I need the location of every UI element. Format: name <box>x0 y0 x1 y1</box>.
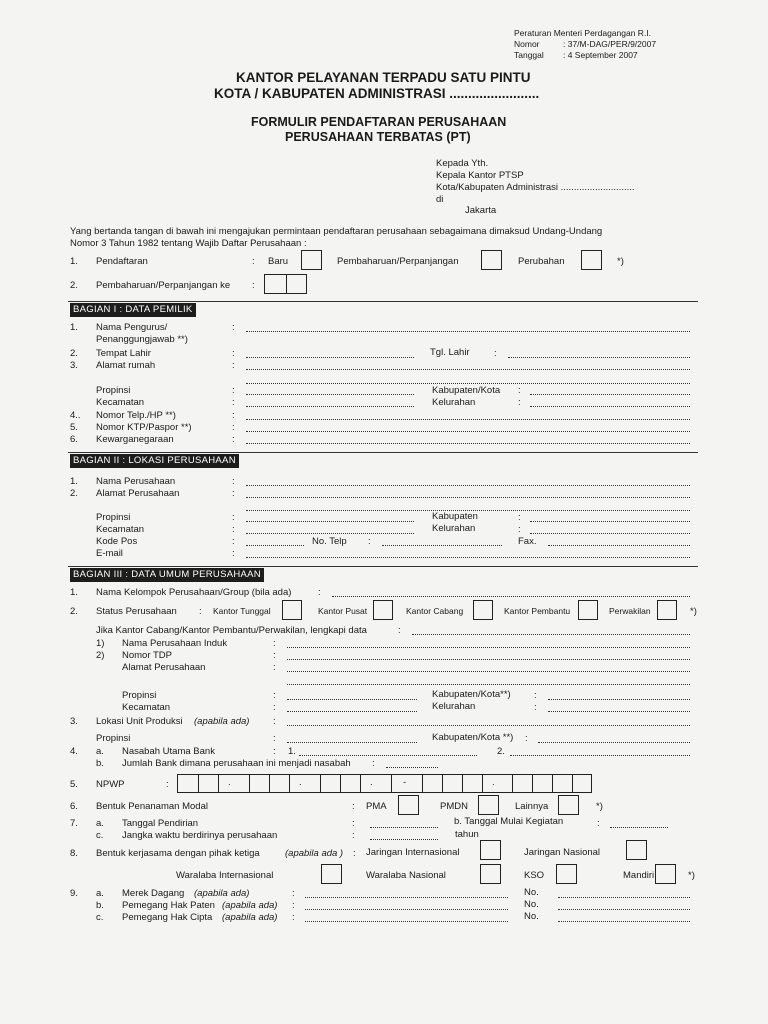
b3-paten-apabila: (apabila ada) <box>222 900 278 911</box>
b3-kantor-pusat-label: Kantor Pusat <box>318 606 368 616</box>
b3-alamat-perusahaan-field-1[interactable] <box>287 671 690 672</box>
b1-warga-label: Kewarganegaraan <box>96 434 174 445</box>
b3-alamat-perusahaan-label: Alamat Perusahaan <box>122 662 206 673</box>
bagian1-rule <box>68 301 698 302</box>
b3-mandiri-label: Mandiri <box>623 870 655 881</box>
addressee-l5: Jakarta <box>465 205 497 216</box>
b3-num-4: 4. <box>70 746 78 757</box>
addressee-l3: Kota/Kabupaten Administrasi ............................ <box>436 182 635 193</box>
b3-waralaba-nas-label: Waralaba Nasional <box>366 870 446 881</box>
b3-num-2: 2. <box>70 606 78 617</box>
b3-lokasi-field[interactable] <box>287 725 690 726</box>
b3-kerjasama-apabila: (apabila ada ) <box>285 848 344 859</box>
b1-alamat-field-2[interactable] <box>246 383 690 384</box>
reg-colon-2: : <box>252 280 255 291</box>
b1-tgl-lahir-label: Tgl. Lahir <box>430 347 470 358</box>
b3-kantor-cabang-label: Kantor Cabang <box>406 606 464 616</box>
addressee-l2: Kepala Kantor PTSP <box>436 170 524 181</box>
b3-bank2-field[interactable] <box>510 755 690 756</box>
b3-nama-induk-label: Nama Perusahaan Induk <box>122 638 228 649</box>
reg-num-1: 1. <box>70 256 78 267</box>
b2-kecamatan-label: Kecamatan <box>96 524 145 535</box>
b3-waralaba-nas-checkbox[interactable] <box>480 864 501 884</box>
reg-pembaharuan-ke-label: Pembaharuan/Perpanjangan ke <box>96 280 231 291</box>
b3-merek-apabila: (apabila ada) <box>194 888 250 899</box>
b3-kabupaten-kota-label: Kabupaten/Kota**) <box>432 689 511 700</box>
b3-paten-no-label: No. <box>524 899 539 910</box>
b1-kabupaten-label: Kabupaten/Kota <box>432 385 501 396</box>
addressee-l1: Kepada Yth. <box>436 158 489 169</box>
b1-penanggungjawab-label: Penanggungjawab **) <box>96 334 188 345</box>
regulation-nomor-label: Nomor <box>514 39 540 49</box>
b3-tgl-kegiatan-label: b. Tanggal Mulai Kegiatan <box>454 816 564 827</box>
b1-telp-label: Nomor Telp./HP **) <box>96 410 176 421</box>
b3-paten-no-field[interactable] <box>558 909 690 910</box>
reg-perubahan-label: Perubahan <box>518 256 565 267</box>
intro-line1: Yang bertanda tangan di bawah ini mengajukan permintaan pendaftaran perusahaan sebagaimana dimaksud Undang-Undang <box>70 226 603 237</box>
bagian2-header: BAGIAN II : LOKASI PERUSAHAAN <box>70 454 239 468</box>
b3-cipta-field[interactable] <box>305 921 508 922</box>
b3-alamat-perusahaan-field-2[interactable] <box>287 684 690 685</box>
b3-num-8: 8. <box>70 848 78 859</box>
b2-alamat-label: Alamat Perusahaan <box>96 488 180 499</box>
office-line1: KANTOR PELAYANAN TERPADU SATU PINTU <box>236 70 531 85</box>
b2-kelurahan-field[interactable] <box>530 533 690 534</box>
intro-line2: Nomor 3 Tahun 1982 tentang Wajib Daftar Perusahaan : <box>70 238 307 249</box>
b3-kso-checkbox[interactable] <box>556 864 577 884</box>
npwp-sep-5: . <box>492 777 495 788</box>
b3-jar-int-label: Jaringan Internasional <box>366 847 460 858</box>
b2-propinsi-label: Propinsi <box>96 512 131 523</box>
b3-kerjasama-label: Bentuk kerjasama dengan pihak ketiga <box>96 848 260 859</box>
b3-jumlah-bank-label: Jumlah Bank dimana perusahaan ini menjadi nasabah <box>122 758 351 769</box>
reg-star: *) <box>617 256 624 267</box>
b3-cipta-label: Pemegang Hak Cipta <box>122 912 213 923</box>
b3-num-7: 7. <box>70 818 78 829</box>
b3-kabupaten-kota2-field[interactable] <box>538 742 690 743</box>
b3-num-6: 6. <box>70 801 78 812</box>
b3-kelompok-field[interactable] <box>332 596 690 597</box>
b3-jar-int-checkbox[interactable] <box>480 840 501 860</box>
b3-lainnya-checkbox[interactable] <box>558 795 579 815</box>
b3-c7: c. <box>96 830 104 841</box>
regulation-tanggal-label: Tanggal <box>514 50 544 60</box>
b2-num-2: 2. <box>70 488 78 499</box>
b3-c9: c. <box>96 912 104 923</box>
npwp-sep-4: - <box>403 777 407 788</box>
b3-jangka-label: Jangka waktu berdirinya perusahaan <box>122 830 278 841</box>
b3-kantor-pusat-checkbox[interactable] <box>373 600 393 620</box>
b1-kecamatan-field[interactable] <box>246 406 414 407</box>
b3-pmdn-label: PMDN <box>440 801 468 812</box>
regulation-tanggal-value: : 4 September 2007 <box>563 50 638 60</box>
b1-ktp-field[interactable] <box>246 431 690 432</box>
b3-kabupaten-kota-field[interactable] <box>548 699 690 700</box>
b1-alamat-label: Alamat rumah <box>96 360 156 371</box>
b3-kabupaten-kota2-label: Kabupaten/Kota **) <box>432 732 514 743</box>
b3-cipta-apabila: (apabila ada) <box>222 912 278 923</box>
b2-kecamatan-field[interactable] <box>246 533 414 534</box>
b1-num-4: 4.. <box>70 410 81 421</box>
b1-nama-pengurus-label: Nama Pengurus/ <box>96 322 168 333</box>
b2-kodepos-label: Kode Pos <box>96 536 138 547</box>
b1-num-6: 6. <box>70 434 78 445</box>
npwp-sep-3: . <box>370 777 373 788</box>
b2-email-field[interactable] <box>246 557 690 558</box>
b1-tempat-lahir-field[interactable] <box>246 357 414 358</box>
b2-kodepos-field[interactable] <box>246 545 304 546</box>
b3-perwakilan-checkbox[interactable] <box>657 600 677 620</box>
b2-email-label: E-mail <box>96 548 123 559</box>
b2-kelurahan-label: Kelurahan <box>432 523 476 534</box>
reg-pembaharuan-checkbox[interactable] <box>481 250 502 270</box>
b1-num-1: 1. <box>70 322 78 333</box>
b3-nama-induk-field[interactable] <box>287 647 690 648</box>
b3-sub-1: 1) <box>96 638 105 649</box>
reg-baru-checkbox[interactable] <box>301 250 322 270</box>
reg-colon: : <box>252 256 255 267</box>
b3-kantor-pembantu-label: Kantor Pembantu <box>504 606 571 616</box>
b3-tgl-pendirian-field[interactable] <box>370 827 438 828</box>
b3-cipta-no-field[interactable] <box>558 921 690 922</box>
b2-propinsi-field[interactable] <box>246 521 414 522</box>
b3-npwp-field[interactable] <box>177 774 592 793</box>
b3-num-3: 3. <box>70 716 78 727</box>
b3-jumlah-bank-field[interactable] <box>386 767 438 768</box>
npwp-sep-1: . <box>228 777 231 788</box>
b3-kso-label: KSO <box>524 870 545 881</box>
b2-kabupaten-field[interactable] <box>530 521 690 522</box>
b3-jika-field[interactable] <box>412 634 690 635</box>
b3-tgl-pendirian-label: Tanggal Pendirian <box>122 818 199 829</box>
b3-num-5: 5. <box>70 779 78 790</box>
b3-kantor-tunggal-checkbox[interactable] <box>282 600 302 620</box>
b3-propinsi2-label: Propinsi <box>96 733 131 744</box>
b3-perwakilan-label: Perwakilan <box>609 606 651 616</box>
b3-propinsi-field[interactable] <box>287 699 417 700</box>
b1-nama-pengurus-field[interactable] <box>246 331 690 332</box>
b3-lainnya-label: Lainnya <box>515 801 549 812</box>
b3-a9: a. <box>96 888 104 899</box>
b1-num-5: 5. <box>70 422 78 433</box>
office-line2: KOTA / KABUPATEN ADMINISTRASI ........................ <box>214 86 540 101</box>
b2-notelp-field[interactable] <box>382 545 502 546</box>
b3-tgl-kegiatan-field[interactable] <box>610 827 668 828</box>
b3-merek-label: Merek Dagang <box>122 888 185 899</box>
b1-kecamatan-label: Kecamatan <box>96 397 145 408</box>
b3-jar-nas-label: Jaringan Nasional <box>524 847 601 858</box>
b2-nama-field[interactable] <box>246 485 690 486</box>
b3-nasabah-label: Nasabah Utama Bank <box>122 746 215 757</box>
b3-num-1: 1. <box>70 587 78 598</box>
b3-kecamatan-label: Kecamatan <box>122 702 171 713</box>
b2-nama-label: Nama Perusahaan <box>96 476 176 487</box>
b3-kantor-tunggal-label: Kantor Tunggal <box>213 606 271 616</box>
b2-fax-label: Fax. <box>518 536 537 547</box>
b1-ktp-label: Nomor KTP/Paspor **) <box>96 422 192 433</box>
b1-num-3: 3. <box>70 360 78 371</box>
b3-cipta-no-label: No. <box>524 911 539 922</box>
b3-jar-nas-checkbox[interactable] <box>626 840 647 860</box>
b3-kelurahan-label: Kelurahan <box>432 701 476 712</box>
b3-kantor-cabang-checkbox[interactable] <box>473 600 493 620</box>
form-title-line2: PERUSAHAAN TERBATAS (PT) <box>285 130 471 144</box>
b3-pma-checkbox[interactable] <box>398 795 419 815</box>
reg-baru-label: Baru <box>268 256 289 267</box>
b2-alamat-field-1[interactable] <box>246 497 690 498</box>
b3-lokasi-label: Lokasi Unit Produksi <box>96 716 183 727</box>
b3-penanaman-label: Bentuk Penanaman Modal <box>96 801 208 812</box>
regulation-title: Peraturan Menteri Perdagangan R.I. <box>514 28 652 38</box>
b3-paten-label: Pemegang Hak Paten <box>122 900 215 911</box>
b3-lokasi-apabila: (apabila ada) <box>194 716 250 727</box>
b3-merek-no-field[interactable] <box>558 897 690 898</box>
bagian3-header: BAGIAN III : DATA UMUM PERUSAHAAN <box>70 568 264 582</box>
reg-perubahan-checkbox[interactable] <box>581 250 602 270</box>
b3-pma-label: PMA <box>366 801 387 812</box>
form-title-line1: FORMULIR PENDAFTARAN PERUSAHAAN <box>251 115 507 129</box>
b3-merek-no-label: No. <box>524 887 539 898</box>
b3-merek-field[interactable] <box>305 897 508 898</box>
b3-waralaba-int-label: Waralaba Internasional <box>176 870 274 881</box>
b2-notelp-label: No. Telp <box>312 536 347 547</box>
b3-status-star: *) <box>690 606 697 617</box>
b3-sub-2: 2) <box>96 650 105 661</box>
b3-penanaman-star: *) <box>596 801 603 812</box>
bagian1-header: BAGIAN I : DATA PEMILIK <box>70 303 196 317</box>
b1-warga-field[interactable] <box>246 443 690 444</box>
bagian2-rule <box>68 452 698 453</box>
b3-kerjasama-star: *) <box>688 870 695 881</box>
npwp-sep-2: . <box>299 777 302 788</box>
b2-kabupaten-label: Kabupaten <box>432 511 478 522</box>
b3-a7: a. <box>96 818 104 829</box>
b3-npwp-label: NPWP <box>96 779 125 790</box>
b3-propinsi2-field[interactable] <box>287 742 417 743</box>
b3-waralaba-int-checkbox[interactable] <box>321 864 342 884</box>
b1-kelurahan-field[interactable] <box>530 406 690 407</box>
b3-b9: b. <box>96 900 104 911</box>
b3-bank1-num: 1. <box>288 746 296 757</box>
b3-status-label: Status Perusahaan <box>96 606 177 617</box>
b1-kelurahan-label: Kelurahan <box>432 397 476 408</box>
bagian3-rule <box>68 566 698 567</box>
b3-mandiri-checkbox[interactable] <box>655 864 676 884</box>
b3-tahun-label: tahun <box>455 829 479 840</box>
reg-pendaftaran-label: Pendaftaran <box>96 256 148 267</box>
b3-paten-field[interactable] <box>305 909 508 910</box>
reg-pembaharuan-label: Pembaharuan/Perpanjangan <box>337 256 459 267</box>
b1-tempat-lahir-label: Tempat Lahir <box>96 348 151 359</box>
regulation-nomor-value: : 37/M-DAG/PER/9/2007 <box>563 39 657 49</box>
b3-kantor-pembantu-checkbox[interactable] <box>578 600 598 620</box>
b1-propinsi-label: Propinsi <box>96 385 131 396</box>
b1-propinsi-field[interactable] <box>246 394 414 395</box>
b3-kelurahan-field[interactable] <box>548 711 690 712</box>
b3-nomor-tdp-label: Nomor TDP <box>122 650 172 661</box>
b3-bank2-num: 2. <box>497 746 505 757</box>
b3-num-9: 9. <box>70 888 78 899</box>
b3-pmdn-checkbox[interactable] <box>478 795 499 815</box>
b3-nomor-tdp-field[interactable] <box>287 659 690 660</box>
b3-bank1-field[interactable] <box>299 755 477 756</box>
b1-alamat-field-1[interactable] <box>246 369 690 370</box>
b3-b: b. <box>96 758 104 769</box>
b1-tgl-lahir-field[interactable] <box>508 357 690 358</box>
b2-fax-field[interactable] <box>548 545 690 546</box>
reg-num-2: 2. <box>70 280 78 291</box>
reg-pembaharuan-ke-field[interactable] <box>264 274 307 294</box>
addressee-l4: di <box>436 194 444 205</box>
b3-kelompok-label: Nama Kelompok Perusahaan/Group (bila ada) <box>96 587 292 598</box>
b3-jangka-field[interactable] <box>370 839 438 840</box>
b3-jika-label: Jika Kantor Cabang/Kantor Pembantu/Perwakilan, lengkapi data <box>96 625 367 636</box>
b2-num-1: 1. <box>70 476 78 487</box>
b3-propinsi-label: Propinsi <box>122 690 157 701</box>
b1-num-2: 2. <box>70 348 78 359</box>
b1-kabupaten-field[interactable] <box>530 394 690 395</box>
b1-telp-field[interactable] <box>246 419 690 420</box>
b3-kecamatan-field[interactable] <box>287 711 417 712</box>
b3-a: a. <box>96 746 104 757</box>
